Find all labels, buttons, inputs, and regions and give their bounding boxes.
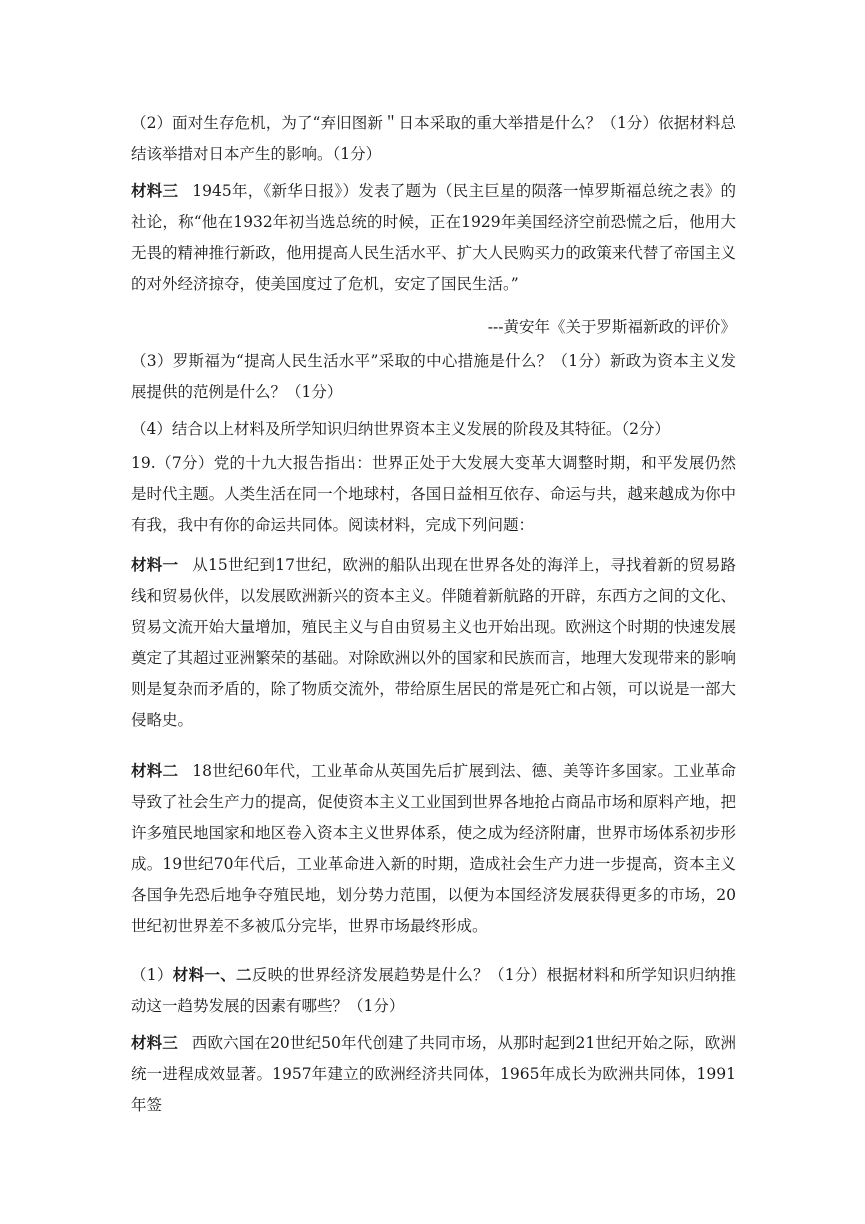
- question-18-2: （2）面对生存危机，为了“弃旧图新＂日本采取的重大举措是什么？（1分）依据材料总结该举措对日本产生的影响。（1分）: [131, 114, 736, 163]
- material-2-paragraph: [131, 756, 736, 942]
- material-2-text: 18世纪60年代，工业革命从英国先后扩展到法、德、美等许多国家。工业革命导致了社会生产力的提高，促使资本主义工业国到世界各地抢占商品市场和原料产地，把许多殖民地国家和地区卷入资本主义世界体系，使之成为经济附庸，世界市场体系初步形成。19世纪70年代后，工业革命进入新的时期，造成社会生产力进一步提高，资本主义各国争先恐后地争夺殖民地，划分势力范围，以便为本国经济发展获得更多的市场，20世纪初世界差不多被瓜分完毕，世界市场最终形成。: [131, 762, 736, 935]
- material-3-source: ---黄安年《关于罗斯福新政的评价》: [487, 318, 736, 336]
- question-19-1: [131, 960, 736, 1022]
- material-2-label: 材料二: [131, 762, 179, 780]
- material-3-text: 1945年，《新华日报》）发表了题为（民主巨星的陨落一悼罗斯福总统之表》的社论，称“他在1932年初当选总统的时候，正在1929年美国经济空前恐慌之后，他用大无畏的精神推行新政，他用提高人民生活水平、扩大人民购买力的政策来代替了帝国主义的对外经济掠夺，使美国度过了危机，安定了国民生活。”: [131, 182, 736, 293]
- material-1-paragraph: [131, 550, 736, 736]
- question-19-1-rest: 反映的世界经济发展趋势是什么？（1分）根据材料和所学知识归纳推动这一趋势发展的因素有哪些？（1分）: [131, 966, 736, 1015]
- question-19-1-bold: 材料一、二: [172, 966, 252, 984]
- material-3b-text: 西欧六国在20世纪50年代创建了共同市场，从那时起到21世纪开始之际，欧洲统一进程成效显著。1957年建立的欧洲经济共同体，1965年成长为欧洲共同体，1991年签: [131, 1034, 736, 1114]
- material-3b-label: 材料三: [131, 1034, 178, 1052]
- material-3-paragraph: [131, 176, 736, 300]
- question-18-4: （4）结合以上材料及所学知识归纳世界资本主义发展的阶段及其特征。（2分）: [131, 420, 670, 438]
- question-19-1-prefix: （1）: [131, 966, 173, 984]
- material-3-label: 材料三: [131, 182, 179, 200]
- question-18-3: （3）罗斯福为“提高人民生活水平”采取的中心措施是什么？（1分）新政为资本主义发展提供的范例是什么？（1分）: [131, 352, 736, 401]
- question-19: 19.（7分）党的十九大报告指出：世界正处于大发展大变革大调整时期，和平发展仍然是时代主题。人类生活在同一个地球村，各国日益相互依存、命运与共，越来越成为你中有我，我中有你的命运共同体。阅读材料，完成下列问题：: [131, 454, 736, 534]
- material-1-label: 材料一: [131, 556, 179, 574]
- material-3b-paragraph: [131, 1028, 736, 1121]
- material-1-text: 从15世纪到17世纪，欧洲的船队出现在世界各处的海洋上，寻找着新的贸易路线和贸易伙伴，以发展欧洲新兴的资本主义。伴随着新航路的开辟，东西方之间的文化、贸易文流开始大量增加，殖民主义与自由贸易主义也开始出现。欧洲这个时期的快速发展奠定了其超过亚洲繁荣的基础。对除欧洲以外的国家和民族而言，地理大发现带来的影响则是复杂而矛盾的，除了物质交流外，带给原生居民的常是死亡和占领，可以说是一部大侵略史。: [131, 556, 736, 729]
